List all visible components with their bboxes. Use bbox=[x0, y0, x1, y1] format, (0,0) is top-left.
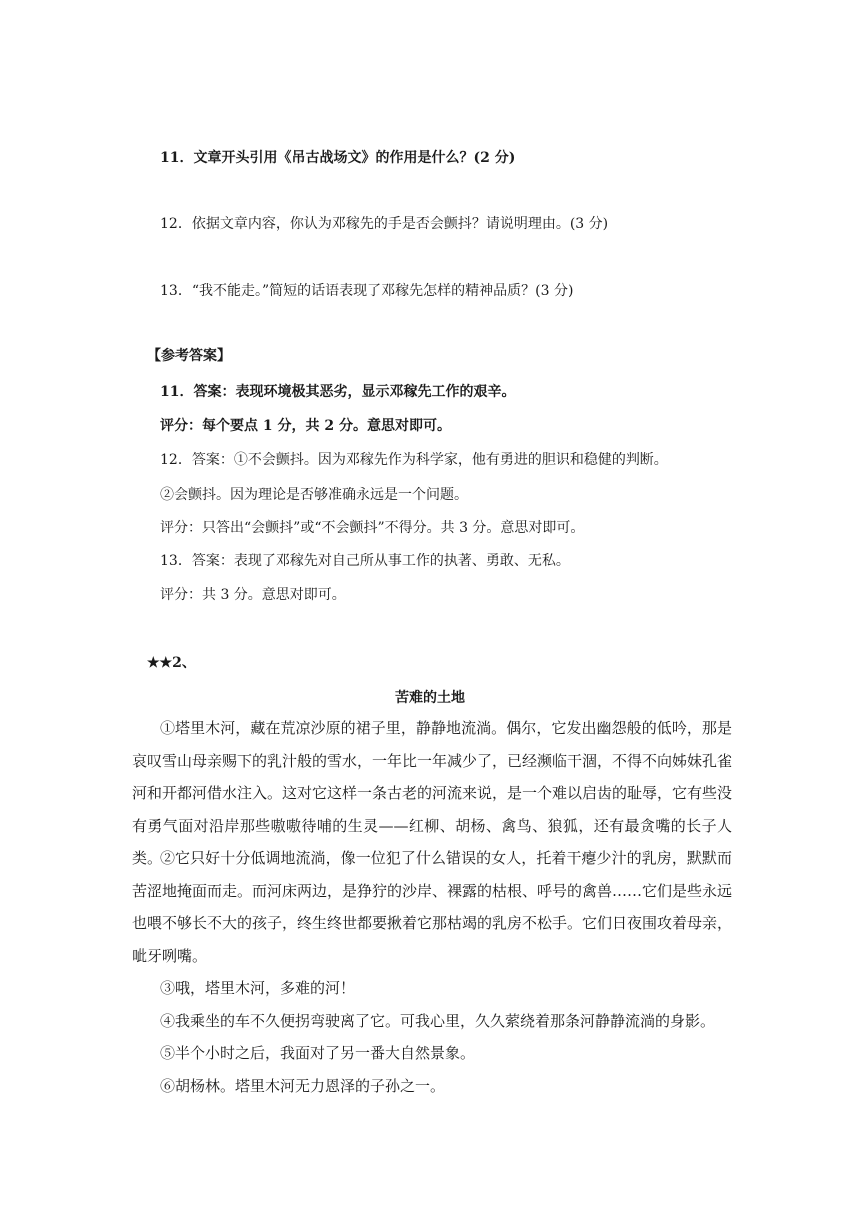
article-paragraph-3: ③哦，塔里木河，多难的河！ bbox=[160, 979, 356, 997]
article-title: 苦难的土地 bbox=[395, 690, 465, 706]
answer-12-option-1: 12．答案：①不会颤抖。因为邓稼先作为科学家，他有勇进的胆识和稳健的判断。 bbox=[160, 452, 668, 468]
section-number: ★★2、 bbox=[147, 655, 196, 671]
article-paragraph-6: ⑥胡杨林。塔里木河无力恩泽的子孙之一。 bbox=[160, 1077, 446, 1095]
answer-12-scoring: 评分：只答出“会颤抖”或“不会颤抖”不得分。共 3 分。意思对即可。 bbox=[160, 520, 585, 536]
answers-header: 【参考答案】 bbox=[147, 348, 231, 364]
answer-13-scoring: 评分：共 3 分。意思对即可。 bbox=[160, 587, 346, 603]
answer-11-scoring: 评分：每个要点 1 分，共 2 分。意思对即可。 bbox=[160, 418, 451, 434]
answer-13: 13．答案：表现了邓稼先对自己所从事工作的执著、勇敢、无私。 bbox=[160, 553, 570, 569]
question-12: 12．依据文章内容，你认为邓稼先的手是否会颤抖？请说明理由。(3 分) bbox=[160, 216, 609, 232]
article-paragraph-5: ⑤半个小时之后，我面对了另一番大自然景象。 bbox=[160, 1044, 476, 1062]
answer-11: 11．答案：表现环境极其恶劣，显示邓稼先工作的艰辛。 bbox=[160, 384, 516, 400]
article-paragraph-1: ①塔里木河，藏在荒凉沙原的裙子里，静静地流淌。偶尔，它发出幽怨般的低吟，那是哀叹雪山母亲赐下的乳汁般的雪水，一年比一年减少了，已经濒临干涸，不得不向姊妹孔雀河和开都河借水注入。这对它这样一条古老的河流来说，是一个难以启齿的耻辱，它有些没有勇气面对沿岸那些嗷嗷待哺的生灵——红柳、胡杨、禽鸟、狼狐，还有最贪嘴的长子人类。 bbox=[132, 719, 733, 867]
question-11: 11．文章开头引用《吊古战场文》的作用是什么？(2 分) bbox=[160, 150, 516, 166]
question-13: 13．“我不能走。”简短的话语表现了邓稼先怎样的精神品质？(3 分) bbox=[160, 283, 574, 299]
article-paragraph-4: ④我乘坐的车不久便拐弯驶离了它。可我心里，久久萦绕着那条河静静流淌的身影。 bbox=[160, 1012, 716, 1030]
answer-12-option-2: ②会颤抖。因为理论是否够准确永远是一个问题。 bbox=[160, 487, 468, 503]
article-paragraph-2: ②它只好十分低调地流淌，像一位犯了什么错误的女人，托着干瘪少汁的乳房，默默而苦涩地掩面而走。而河床两边，是狰狞的沙岸、裸露的枯根、呼号的禽兽……它们是些永远也喂不够长不大的孩子，终生终世都要揪着它那枯竭的乳房不松手。它们日夜围攻着母亲，呲牙咧嘴。 bbox=[132, 849, 733, 965]
